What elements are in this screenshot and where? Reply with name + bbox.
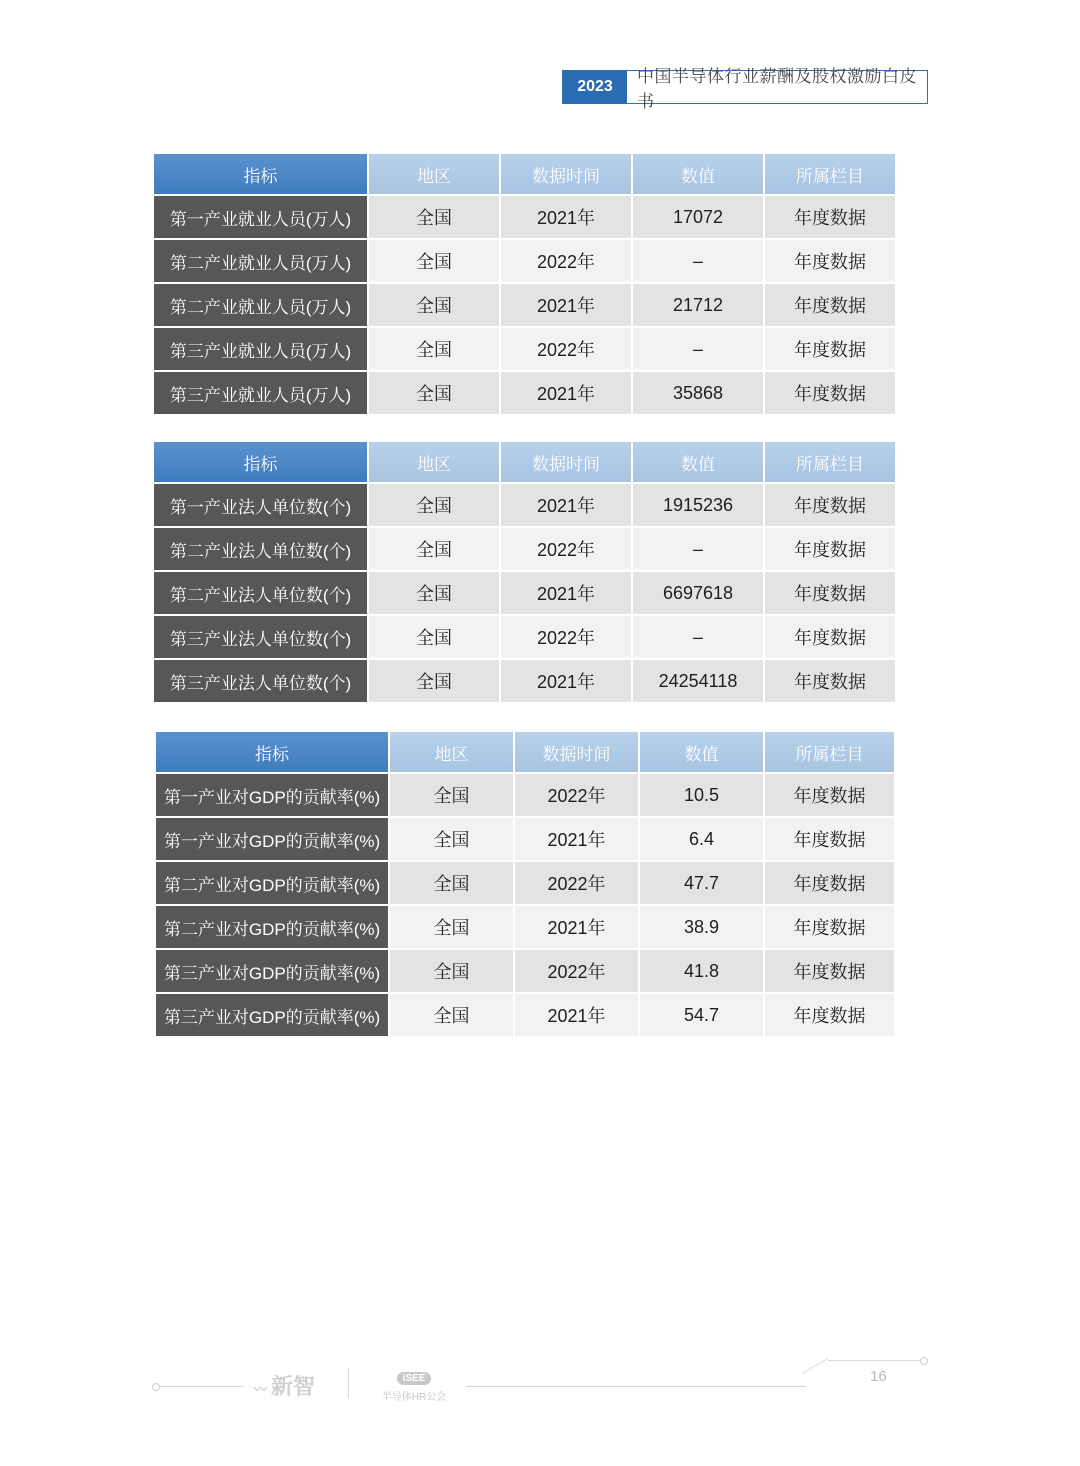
- col-header-time: 数据时间: [501, 442, 631, 482]
- time-cell: 2021年: [501, 372, 631, 414]
- time-cell: 2021年: [515, 818, 638, 860]
- table-row: [156, 906, 894, 948]
- region-cell: 全国: [369, 660, 499, 702]
- value-cell: –: [633, 328, 763, 370]
- region-cell: 全国: [369, 372, 499, 414]
- time-cell: 2021年: [501, 484, 631, 526]
- page-number: 16: [870, 1368, 887, 1385]
- footer-line-left: [160, 1386, 244, 1387]
- category-cell: 年度数据: [765, 572, 895, 614]
- col-header-value: 数值: [633, 154, 763, 194]
- col-header-category: 所属栏目: [765, 732, 894, 772]
- value-cell: 17072: [633, 196, 763, 238]
- category-cell: 年度数据: [765, 484, 895, 526]
- col-header-region: 地区: [369, 442, 499, 482]
- gdp-contribution-table: [154, 730, 896, 1038]
- table-row: [154, 328, 895, 370]
- footer-dot: [920, 1357, 928, 1365]
- xinzhi-logo: [254, 1370, 315, 1401]
- indicator-cell: 第一产业法人单位数(个): [154, 484, 367, 526]
- region-cell: 全国: [390, 994, 513, 1036]
- table-row: [154, 528, 895, 570]
- indicator-cell: 第二产业法人单位数(个): [154, 528, 367, 570]
- value-cell: 6.4: [640, 818, 763, 860]
- wave-icon: 〰: [254, 1382, 268, 1397]
- value-cell: –: [633, 528, 763, 570]
- category-cell: 年度数据: [765, 818, 894, 860]
- indicator-cell: 第二产业法人单位数(个): [154, 572, 367, 614]
- value-cell: 35868: [633, 372, 763, 414]
- category-cell: 年度数据: [765, 774, 894, 816]
- footer-dot: [152, 1383, 160, 1391]
- region-cell: 全国: [369, 528, 499, 570]
- col-header-time: 数据时间: [501, 154, 631, 194]
- xinzhi-logo-text: 新智: [271, 1374, 316, 1399]
- time-cell: 2021年: [515, 994, 638, 1036]
- value-cell: 1915236: [633, 484, 763, 526]
- time-cell: 2021年: [501, 196, 631, 238]
- category-cell: 年度数据: [765, 994, 894, 1036]
- indicator-cell: 第三产业对GDP的贡献率(%): [156, 950, 388, 992]
- indicator-cell: 第一产业对GDP的贡献率(%): [156, 818, 388, 860]
- value-cell: 41.8: [640, 950, 763, 992]
- value-cell: 10.5: [640, 774, 763, 816]
- col-header-indicator: 指标: [154, 442, 367, 482]
- footer-line-slant: [802, 1358, 828, 1374]
- col-header-value: 数值: [633, 442, 763, 482]
- region-cell: 全国: [390, 862, 513, 904]
- footer-line-right: [466, 1386, 806, 1387]
- indicator-cell: 第三产业就业人员(万人): [154, 372, 367, 414]
- col-header-indicator: 指标: [156, 732, 388, 772]
- indicator-cell: 第三产业法人单位数(个): [154, 660, 367, 702]
- col-header-region: 地区: [369, 154, 499, 194]
- header-year: 2023: [563, 71, 627, 103]
- table-row: [156, 950, 894, 992]
- col-header-category: 所属栏目: [765, 154, 895, 194]
- indicator-cell: 第一产业对GDP的贡献率(%): [156, 774, 388, 816]
- value-cell: –: [633, 616, 763, 658]
- region-cell: 全国: [369, 484, 499, 526]
- category-cell: 年度数据: [765, 528, 895, 570]
- time-cell: 2022年: [501, 528, 631, 570]
- table-row: [154, 196, 895, 238]
- table-row: [154, 616, 895, 658]
- isee-badge: iSEE: [397, 1372, 432, 1385]
- indicator-cell: 第三产业对GDP的贡献率(%): [156, 994, 388, 1036]
- time-cell: 2021年: [501, 660, 631, 702]
- indicator-cell: 第一产业就业人员(万人): [154, 196, 367, 238]
- isee-subtitle: 半导体HR公会: [381, 1392, 447, 1403]
- region-cell: 全国: [390, 774, 513, 816]
- category-cell: 年度数据: [765, 240, 895, 282]
- indicator-cell: 第二产业就业人员(万人): [154, 240, 367, 282]
- value-cell: –: [633, 240, 763, 282]
- report-header: [562, 67, 928, 111]
- region-cell: 全国: [369, 616, 499, 658]
- category-cell: 年度数据: [765, 862, 894, 904]
- table-header-row: [156, 732, 894, 772]
- region-cell: 全国: [390, 906, 513, 948]
- region-cell: 全国: [390, 950, 513, 992]
- isee-logo: [374, 1368, 454, 1403]
- value-cell: 6697618: [633, 572, 763, 614]
- table-header-row: [154, 442, 895, 482]
- table-row: [156, 818, 894, 860]
- table-row: [156, 862, 894, 904]
- indicator-cell: 第三产业就业人员(万人): [154, 328, 367, 370]
- value-cell: 47.7: [640, 862, 763, 904]
- time-cell: 2022年: [501, 616, 631, 658]
- time-cell: 2022年: [515, 862, 638, 904]
- category-cell: 年度数据: [765, 196, 895, 238]
- region-cell: 全国: [390, 818, 513, 860]
- region-cell: 全国: [369, 572, 499, 614]
- employment-table: [152, 152, 897, 416]
- col-header-indicator: 指标: [154, 154, 367, 194]
- legal-entity-table: [152, 440, 897, 704]
- footer-divider: [348, 1368, 349, 1398]
- value-cell: 54.7: [640, 994, 763, 1036]
- category-cell: 年度数据: [765, 328, 895, 370]
- region-cell: 全国: [369, 240, 499, 282]
- col-header-region: 地区: [390, 732, 513, 772]
- col-header-value: 数值: [640, 732, 763, 772]
- footer-line-top: [828, 1360, 922, 1361]
- region-cell: 全国: [369, 284, 499, 326]
- table-row: [154, 572, 895, 614]
- indicator-cell: 第三产业法人单位数(个): [154, 616, 367, 658]
- col-header-time: 数据时间: [515, 732, 638, 772]
- indicator-cell: 第二产业就业人员(万人): [154, 284, 367, 326]
- value-cell: 24254118: [633, 660, 763, 702]
- time-cell: 2021年: [501, 284, 631, 326]
- time-cell: 2022年: [501, 328, 631, 370]
- value-cell: 38.9: [640, 906, 763, 948]
- category-cell: 年度数据: [765, 616, 895, 658]
- table-row: [156, 994, 894, 1036]
- category-cell: 年度数据: [765, 284, 895, 326]
- table-row: [154, 240, 895, 282]
- time-cell: 2022年: [515, 774, 638, 816]
- region-cell: 全国: [369, 196, 499, 238]
- table-header-row: [154, 154, 895, 194]
- indicator-cell: 第二产业对GDP的贡献率(%): [156, 862, 388, 904]
- category-cell: 年度数据: [765, 950, 894, 992]
- col-header-category: 所属栏目: [765, 442, 895, 482]
- table-row: [154, 284, 895, 326]
- time-cell: 2021年: [501, 572, 631, 614]
- indicator-cell: 第二产业对GDP的贡献率(%): [156, 906, 388, 948]
- time-cell: 2022年: [515, 950, 638, 992]
- table-row: [154, 660, 895, 702]
- header-title: 中国半导体行业薪酬及股权激励白皮书: [627, 71, 927, 103]
- time-cell: 2022年: [501, 240, 631, 282]
- table-row: [156, 774, 894, 816]
- table-row: [154, 372, 895, 414]
- category-cell: 年度数据: [765, 660, 895, 702]
- region-cell: 全国: [369, 328, 499, 370]
- value-cell: 21712: [633, 284, 763, 326]
- time-cell: 2021年: [515, 906, 638, 948]
- category-cell: 年度数据: [765, 372, 895, 414]
- table-row: [154, 484, 895, 526]
- category-cell: 年度数据: [765, 906, 894, 948]
- page-footer: [150, 1350, 940, 1410]
